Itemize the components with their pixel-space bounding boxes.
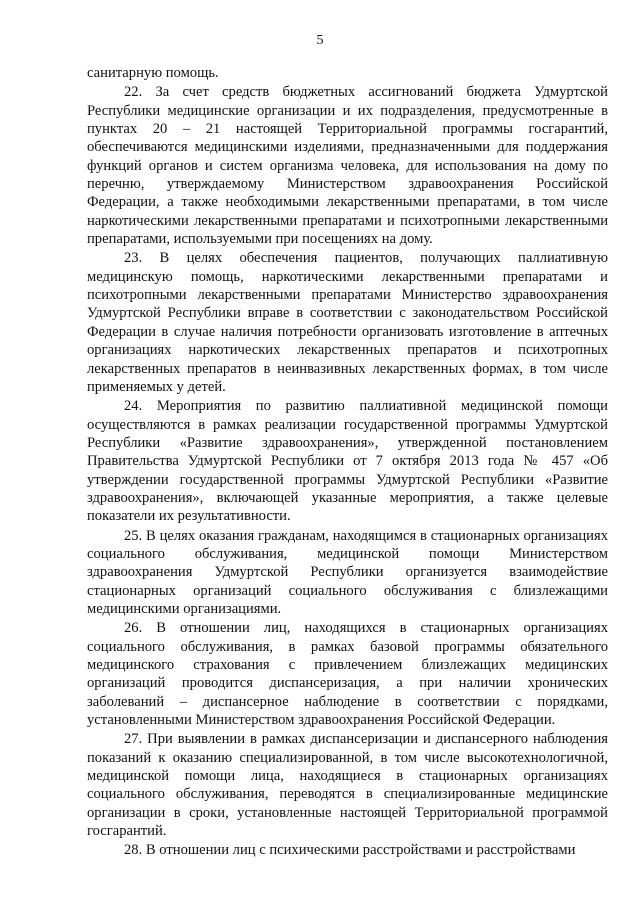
paragraph-24: 24. Мероприятия по развитию паллиативной медицинской помощи осуществляются в рамках реализации государственной программы Удмуртской Республики «Развитие здравоохранения», утвержденной постановлением Правительства Удмуртской Республики от 7 октября 2013 года № 457 «Об утверждении государственной программы Удмуртской Республики «Развитие здравоохранения», включающей указанные мероприятия, а также целевые показатели их результативности.: [87, 398, 608, 525]
document-body: [87, 64, 608, 861]
paragraph-28: 28. В отношении лиц с психическими расстройствами и расстройствами: [124, 842, 576, 859]
page-number: 5: [316, 33, 324, 48]
paragraph-22: 22. За счет средств бюджетных ассигнований бюджета Удмуртской Республики медицинские организации и их подразделения, предусмотренные в пунктах 20 – 21 настоящей Территориальной программы госгарантий, обеспечиваются медицинскими изделиями, предназначенными для поддержания функций органов и систем организма человека, для использования на дому по перечню, утверждаемому Министерством здравоохранения Российской Федерации, а также необходимыми лекарственными препаратами, в том числе наркотическими лекарственными препаратами и психотропными лекарственными препаратами, используемыми при посещениях на дому.: [87, 84, 608, 248]
paragraph-25: 25. В целях оказания гражданам, находящимся в стационарных организациях социального обслуживания, медицинской помощи Министерством здравоохранения Удмуртской Республики организуется взаимодействие стационарных организаций социального обслуживания с близлежащими медицинскими организациями.: [87, 527, 608, 617]
paragraph-23: 23. В целях обеспечения пациентов, получающих паллиативную медицинскую помощь, наркотическими лекарственными препаратами и психотропными лекарственными препаратами Министерство здравоохранения Удмуртской Республики вправе в соответствии с законодательством Российской Федерации в случае наличия потребности организовать изготовление в аптечных организациях наркотических лекарственных препаратов и психотропных лекарственных препаратов в неинвазивных лекарственных формах, в том числе применяемых у детей.: [87, 250, 608, 395]
paragraph-26: 26. В отношении лиц, находящихся в стационарных организациях социального обслуживания, в рамках базовой программы обязательного медицинского страхования с привлечением близлежащих медицинских организаций проводится диспансеризация, а при наличии хронических заболеваний – диспансерное наблюдение в соответствии с порядками, установленными Министерством здравоохранения Российской Федерации.: [87, 620, 608, 729]
paragraph-continuation: санитарную помощь.: [87, 65, 219, 81]
paragraph-27: 27. При выявлении в рамках диспансеризации и диспансерного наблюдения показаний к оказанию специализированной, в том числе высокотехнологичной, медицинской помощи лица, находящиеся в стационарных организациях социального обслуживания, переводятся в специализированные медицинские организации в сроки, установленные настоящей Территориальной программой госгарантий.: [87, 731, 608, 840]
